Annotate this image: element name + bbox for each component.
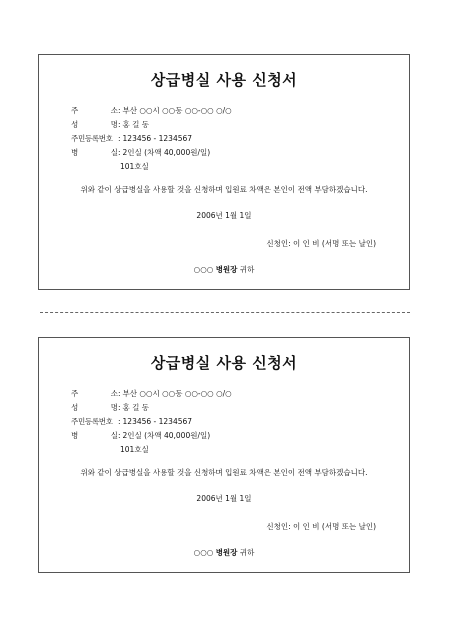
statement-text: 위와 같이 상급병실을 사용할 것을 신청하며 입원료 차액은 본인이 전액 부담하겠습니다.	[80, 185, 368, 194]
id-number-value: 123456 - 1234567	[122, 134, 193, 143]
addressee-suffix: 귀하	[239, 265, 255, 274]
statement-text: 위와 같이 상급병실을 사용할 것을 신청하며 입원료 차액은 본인이 전액 부담하겠습니다.	[80, 468, 368, 477]
hospital-name: 병원장	[215, 265, 238, 274]
room-row: 병 실 : 2인실 (차액 40,000원/일)	[71, 146, 232, 160]
address-label: 주 소	[71, 106, 118, 115]
room-number: 101호실	[120, 162, 149, 171]
id-number-label: 주민등록번호	[71, 134, 113, 143]
form-title: 상급병실 사용 신청서	[150, 71, 298, 89]
date-text: 2006년 1월 1일	[196, 211, 252, 220]
room-value: 2인실 (차액 40,000원/일)	[122, 148, 211, 157]
address-label: 주 소	[71, 389, 118, 398]
name-row: 성 명 : 홍 길 동	[71, 118, 232, 132]
room-number-row	[71, 160, 232, 174]
addressee	[39, 547, 409, 558]
room-value: 2인실 (차액 40,000원/일)	[122, 431, 211, 440]
id-number-row: 주민등록번호 : 123456 - 1234567	[71, 132, 232, 146]
address-value: 부산 ○○시 ○○동 ○○-○○ ○/○	[122, 106, 232, 115]
name-label: 성 명	[71, 120, 118, 129]
date-text: 2006년 1월 1일	[196, 494, 252, 503]
address-row: 주 소 : 부산 ○○시 ○○동 ○○-○○ ○/○	[71, 387, 232, 401]
name-value: 홍 길 동	[122, 120, 150, 129]
id-number-row: 주민등록번호 : 123456 - 1234567	[71, 415, 232, 429]
id-number-label: 주민등록번호	[71, 417, 113, 426]
room-label: 병 실	[71, 148, 118, 157]
room-number: 101호실	[120, 445, 149, 454]
applicant-signature: 신청인: 이 인 비 (서명 또는 날인)	[266, 522, 376, 531]
hospital-prefix: ○○○	[193, 265, 214, 274]
name-label: 성 명	[71, 403, 118, 412]
form-fields	[71, 387, 232, 457]
address-row: 주 소 : 부산 ○○시 ○○동 ○○-○○ ○/○	[71, 104, 232, 118]
address-value: 부산 ○○시 ○○동 ○○-○○ ○/○	[122, 389, 232, 398]
application-form-top	[38, 54, 410, 290]
addressee-suffix: 귀하	[239, 548, 255, 557]
room-number-row	[71, 443, 232, 457]
addressee	[39, 264, 409, 275]
dashed-cut-line	[40, 312, 410, 313]
application-form-bottom	[38, 337, 410, 573]
room-row: 병 실 : 2인실 (차액 40,000원/일)	[71, 429, 232, 443]
form-fields	[71, 104, 232, 174]
id-number-value: 123456 - 1234567	[122, 417, 193, 426]
form-title: 상급병실 사용 신청서	[150, 354, 298, 372]
hospital-name: 병원장	[215, 548, 238, 557]
hospital-prefix: ○○○	[193, 548, 214, 557]
name-row: 성 명 : 홍 길 동	[71, 401, 232, 415]
name-value: 홍 길 동	[122, 403, 150, 412]
room-label: 병 실	[71, 431, 118, 440]
applicant-signature: 신청인: 이 인 비 (서명 또는 날인)	[266, 239, 376, 248]
